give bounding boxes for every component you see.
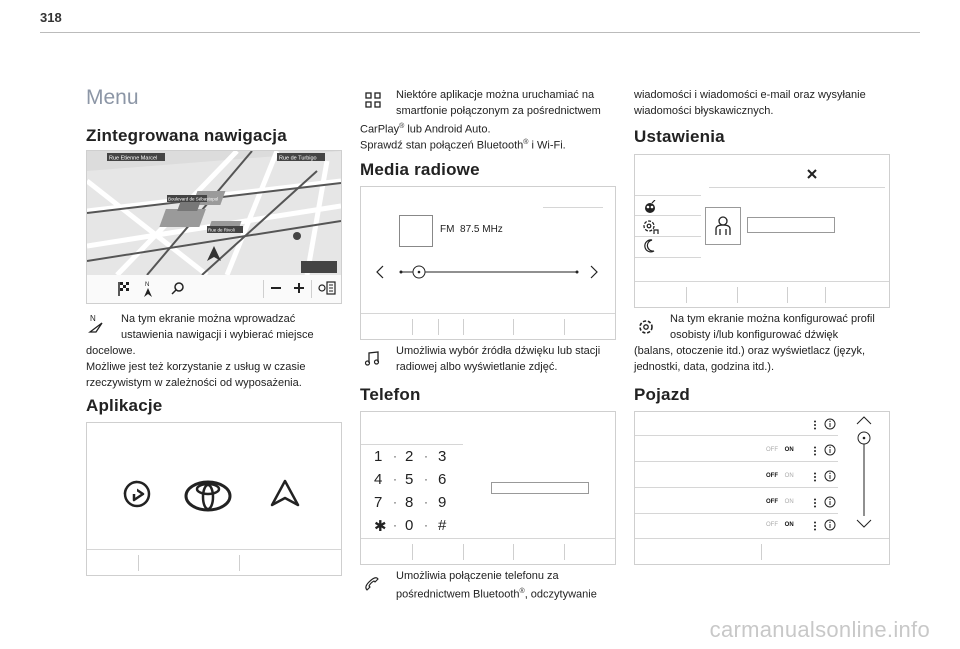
keypad-key[interactable]: 7 [374,494,383,511]
vehicle-row [635,495,838,511]
svg-text:N: N [90,314,96,323]
apps-screen [86,422,342,576]
radio-heading: Media radiowe [360,160,480,179]
map-label: Boulevard de Sébastopol [168,196,219,202]
phone-text-1a: Umożliwia połączenie telefonu za pośrednictwem Bluetooth [396,570,559,601]
keypad-key[interactable]: 9 [438,494,447,511]
keypad-key[interactable]: 2 [405,448,414,465]
more-options-icon[interactable] [813,521,817,531]
navigation-toolbar [87,275,341,303]
vehicle-screen [634,411,890,565]
top-divider [40,32,920,33]
profile-settings-icon[interactable] [642,219,660,235]
info-icon[interactable] [824,496,836,508]
navigation-text-cont: docelowe. [86,345,136,357]
close-icon[interactable] [807,169,817,179]
phone-heading: Telefon [360,385,421,404]
map-label: Rue de Turbigo [279,155,317,162]
keypad-key[interactable]: ✱ [374,518,387,535]
on-off-toggle[interactable]: OFF ON [766,522,794,528]
keypad-key[interactable]: 0 [405,517,414,534]
phone-handset-icon [364,576,380,592]
nav-settings-icon[interactable] [318,280,336,296]
chevron-right-icon[interactable] [589,265,599,279]
frequency-slider[interactable] [397,265,583,279]
page-number: 318 [40,10,62,25]
reg-mark: ® [523,139,529,146]
more-options-icon[interactable] [813,446,817,456]
phone-text-1 [396,568,620,603]
station-logo-placeholder [399,215,433,247]
moon-icon[interactable] [643,239,655,253]
info-icon[interactable] [824,470,836,482]
on-off-toggle[interactable]: OFF ON [766,473,794,479]
info-icon[interactable] [824,519,836,531]
toyota-logo-icon [183,480,233,512]
navigation-screen [86,150,342,304]
more-options-icon[interactable] [813,498,817,508]
person-icon [713,215,733,237]
keypad-key[interactable]: 8 [405,494,414,511]
profile-name-field[interactable] [747,217,835,233]
svg-text:N: N [145,282,150,288]
section-title: Menu [86,86,139,109]
settings-heading: Ustawienia [634,127,725,146]
navigation-icon [88,313,104,333]
audio-settings-icon[interactable] [643,200,657,214]
radio-screen [360,186,616,340]
apps-text-1: Niektóre aplikacje można uruchamiać na smartfonie połączonym za pośrednictwem [396,89,601,117]
vehicle-heading: Pojazd [634,385,690,404]
info-icon[interactable] [824,418,836,430]
navigation-text-2: Możliwe jest też korzystanie z usług w czasie rzeczywistym w zależności od wyposażenia. [86,361,306,389]
settings-screen [634,154,890,308]
keypad-key[interactable]: 3 [438,448,447,465]
info-icon[interactable] [824,444,836,456]
search-icon[interactable] [171,281,185,295]
checkered-flag-icon[interactable] [117,281,131,297]
android-auto-icon[interactable] [269,478,301,508]
radio-text: Umożliwia wybór źródła dźwięku lub stacji radiowej albo wyświetlanie zdjęć. [396,345,601,373]
apps-heading: Aplikacje [86,396,163,415]
navigation-text: Na tym ekranie można wprowadzać ustawienia nawigacji i wybierać miejsce [121,313,314,341]
phone-text-1b: , odczytywanie [524,588,597,601]
reg-mark: ® [399,123,405,130]
navigation-map [87,151,341,275]
apple-carplay-icon[interactable] [121,478,153,510]
more-options-icon[interactable] [813,420,817,430]
settings-text: Na tym ekranie można konfigurować profil osobisty i/lub konfigurować dźwięk [670,313,875,341]
keypad-key[interactable]: 1 [374,448,383,465]
phone-screen: 1 · 2 · 3 4 · 5 · 6 7 · 8 · 9 ✱ · 0 · # [360,411,616,565]
vehicle-row [635,518,838,534]
reg-mark: ® [519,588,525,595]
settings-gear-icon [637,318,655,336]
chevron-left-icon[interactable] [375,265,385,279]
watermark: carmanualsonline.info [709,617,930,642]
wifi-label: i Wi-Fi. [528,139,566,152]
phone-number-field[interactable] [491,482,589,494]
phone-text-2: wiadomości i wiadomości e-mail oraz wysyłanie wiadomości błyskawicznych. [634,89,866,117]
keypad-key[interactable]: # [438,517,447,534]
zoom-out-icon[interactable] [270,282,282,294]
android-auto-label: lub Android Auto. [404,123,491,136]
keypad-key[interactable]: 5 [405,471,414,488]
music-note-icon [364,350,380,366]
compass-north-icon[interactable] [142,280,154,298]
map-label: Rue Etienne Marcel [109,155,158,162]
profile-avatar[interactable] [705,207,741,245]
vehicle-row [635,443,838,459]
radio-frequency: 87.5 MHz [460,224,503,235]
apps-grid-icon [365,92,381,108]
map-label: Rue de Rivoli [208,227,235,233]
settings-text-cont: (balans, otoczenie itd.) oraz wyświetlacz (język, jednostki, data, godzina itd.). [634,345,866,373]
radio-band: FM [440,224,455,235]
more-options-icon[interactable] [813,472,817,482]
keypad-key[interactable]: 4 [374,471,383,488]
on-off-toggle[interactable]: OFF ON [766,447,794,453]
carplay-label: CarPlay [360,123,400,136]
bluetooth-label: Sprawdź stan połączeń Bluetooth [360,139,524,152]
on-off-toggle[interactable]: OFF ON [766,499,794,505]
zoom-in-icon[interactable] [293,282,305,294]
vehicle-row [635,417,838,433]
apps-text-3 [360,135,620,154]
navigation-heading: Zintegrowana nawigacja [86,126,287,145]
vehicle-row [635,469,838,485]
keypad-key[interactable]: 6 [438,471,447,488]
vertical-scrollbar[interactable] [855,414,873,530]
